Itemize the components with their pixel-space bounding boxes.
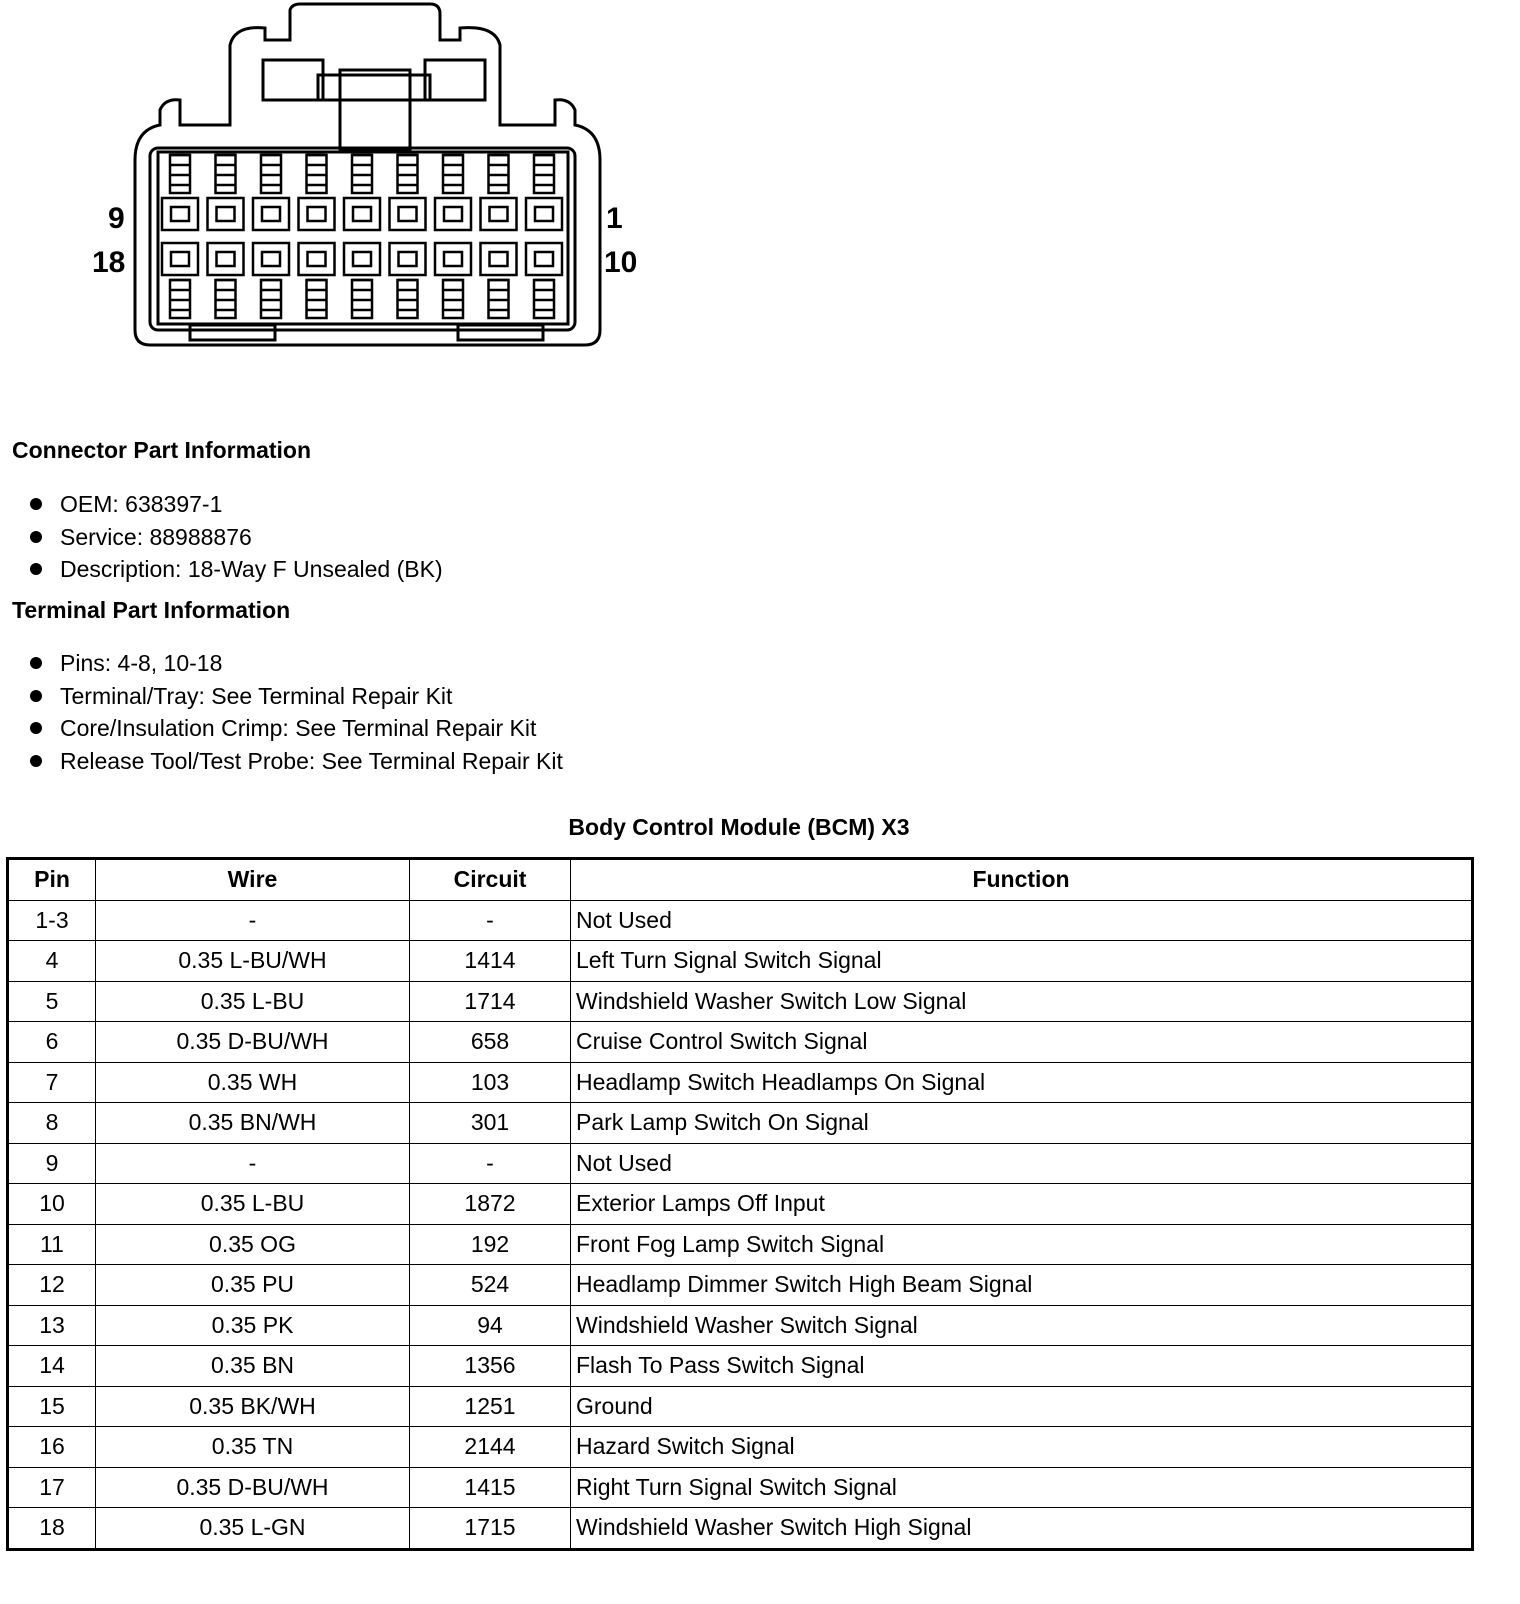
cell-wire: 0.35 D-BU/WH: [96, 1022, 410, 1063]
pin-cavity: [481, 243, 517, 275]
cell-wire: -: [96, 1143, 410, 1184]
cell-pin: 13: [8, 1305, 96, 1346]
list-item: Pins: 4-8, 10-18: [30, 647, 563, 680]
cell-circuit: 1356: [410, 1346, 571, 1387]
pinout-table: [6, 857, 1474, 1551]
cell-pin: 7: [8, 1062, 96, 1103]
pin-cavity-inner: [399, 207, 417, 221]
connector-info-heading: Connector Part Information: [12, 437, 312, 463]
table-row: [8, 1265, 1473, 1306]
cell-wire: 0.35 PK: [96, 1305, 410, 1346]
cell-wire: 0.35 L-BU/WH: [96, 941, 410, 982]
cell-function: Exterior Lamps Off Input: [571, 1184, 1473, 1225]
header-function: Function: [571, 859, 1473, 901]
table-row: [8, 1062, 1473, 1103]
cell-pin: 4: [8, 941, 96, 982]
table-row: [8, 1508, 1473, 1550]
list-item: Description: 18-Way F Unsealed (BK): [30, 553, 443, 586]
pin-cavity-inner: [262, 252, 280, 266]
table-row: [8, 1143, 1473, 1184]
cell-function: Not Used: [571, 900, 1473, 941]
cell-function: Cruise Control Switch Signal: [571, 1022, 1473, 1063]
cell-function: Left Turn Signal Switch Signal: [571, 941, 1473, 982]
pin-cavity: [162, 243, 198, 275]
pin-cavity: [208, 198, 244, 230]
cell-circuit: 524: [410, 1265, 571, 1306]
list-item: Release Tool/Test Probe: See Terminal Repair Kit: [30, 745, 563, 778]
pin-cavity: [526, 243, 562, 275]
pin-cavity: [162, 198, 198, 230]
cell-circuit: 192: [410, 1224, 571, 1265]
pin-cavity: [390, 198, 426, 230]
cell-pin: 11: [8, 1224, 96, 1265]
pin-cavity: [390, 243, 426, 275]
cell-wire: 0.35 OG: [96, 1224, 410, 1265]
pin-cavity-inner: [171, 207, 189, 221]
table-row: [8, 1427, 1473, 1468]
cell-function: Windshield Washer Switch Signal: [571, 1305, 1473, 1346]
pin-cavity-inner: [490, 252, 508, 266]
cell-circuit: 658: [410, 1022, 571, 1063]
pin-cavity-inner: [308, 252, 326, 266]
pin-cavity: [253, 198, 289, 230]
table-row: [8, 1224, 1473, 1265]
terminal-info-list: [30, 647, 563, 777]
pin-cavity-inner: [353, 207, 371, 221]
cell-circuit: 1251: [410, 1386, 571, 1427]
cell-wire: 0.35 L-BU: [96, 1184, 410, 1225]
pin-cavity: [344, 198, 380, 230]
table-row: [8, 1305, 1473, 1346]
cell-wire: 0.35 BN/WH: [96, 1103, 410, 1144]
list-item: Service: 88988876: [30, 521, 443, 554]
pin-cavity: [253, 243, 289, 275]
pin-label-1: 1: [606, 202, 623, 235]
connector-face-diagram: [0, 0, 660, 360]
cell-pin: 10: [8, 1184, 96, 1225]
pin-cavity-inner: [171, 252, 189, 266]
table-row: [8, 981, 1473, 1022]
pin-cavity-inner: [444, 207, 462, 221]
pin-cavities: [162, 155, 562, 318]
cell-circuit: -: [410, 900, 571, 941]
cell-wire: 0.35 BK/WH: [96, 1386, 410, 1427]
pin-cavity-inner: [444, 252, 462, 266]
cell-circuit: 301: [410, 1103, 571, 1144]
table-title: Body Control Module (BCM) X3: [568, 814, 910, 840]
cell-wire: 0.35 L-GN: [96, 1508, 410, 1550]
pin-cavity: [435, 243, 471, 275]
table-row: [8, 1346, 1473, 1387]
cell-circuit: 1872: [410, 1184, 571, 1225]
pin-cavity-inner: [217, 207, 235, 221]
cell-function: Park Lamp Switch On Signal: [571, 1103, 1473, 1144]
cell-function: Ground: [571, 1386, 1473, 1427]
cell-circuit: -: [410, 1143, 571, 1184]
pin-cavity-inner: [353, 252, 371, 266]
cell-circuit: 1415: [410, 1467, 571, 1508]
pin-cavity: [344, 243, 380, 275]
cell-circuit: 1414: [410, 941, 571, 982]
cell-function: Hazard Switch Signal: [571, 1427, 1473, 1468]
cell-pin: 8: [8, 1103, 96, 1144]
pin-cavity-inner: [217, 252, 235, 266]
header-circuit: Circuit: [410, 859, 571, 901]
pin-label-18: 18: [92, 246, 126, 279]
pin-cavity: [299, 198, 335, 230]
terminal-info-heading: Terminal Part Information: [12, 597, 291, 623]
cell-wire: 0.35 PU: [96, 1265, 410, 1306]
table-row: [8, 1467, 1473, 1508]
cell-circuit: 2144: [410, 1427, 571, 1468]
pin-cavity-inner: [535, 207, 553, 221]
cell-wire: 0.35 L-BU: [96, 981, 410, 1022]
cell-wire: 0.35 BN: [96, 1346, 410, 1387]
pin-cavity-inner: [262, 207, 280, 221]
connector-info-list: [30, 488, 443, 586]
cell-pin: 17: [8, 1467, 96, 1508]
cell-wire: 0.35 TN: [96, 1427, 410, 1468]
cell-circuit: 103: [410, 1062, 571, 1103]
pin-label-10: 10: [604, 246, 638, 279]
cell-pin: 6: [8, 1022, 96, 1063]
cell-function: Windshield Washer Switch High Signal: [571, 1508, 1473, 1550]
cell-function: Windshield Washer Switch Low Signal: [571, 981, 1473, 1022]
pin-label-9: 9: [108, 202, 125, 235]
cell-function: Flash To Pass Switch Signal: [571, 1346, 1473, 1387]
pin-cavity-inner: [308, 207, 326, 221]
cell-pin: 1-3: [8, 900, 96, 941]
table-row: [8, 941, 1473, 982]
cell-pin: 9: [8, 1143, 96, 1184]
pin-cavity-inner: [490, 207, 508, 221]
pin-cavity: [481, 198, 517, 230]
pin-cavity: [208, 243, 244, 275]
cell-function: Headlamp Switch Headlamps On Signal: [571, 1062, 1473, 1103]
list-item: Core/Insulation Crimp: See Terminal Repair Kit: [30, 712, 563, 745]
table-row: [8, 1386, 1473, 1427]
pin-cavity: [435, 198, 471, 230]
pin-cavity: [299, 243, 335, 275]
latch-body: [340, 70, 410, 150]
cell-circuit: 94: [410, 1305, 571, 1346]
cell-circuit: 1715: [410, 1508, 571, 1550]
table-row: [8, 900, 1473, 941]
table-row: [8, 1022, 1473, 1063]
cell-circuit: 1714: [410, 981, 571, 1022]
cell-pin: 18: [8, 1508, 96, 1550]
cell-function: Front Fog Lamp Switch Signal: [571, 1224, 1473, 1265]
table-row: [8, 1103, 1473, 1144]
cell-wire: 0.35 WH: [96, 1062, 410, 1103]
pin-cavity: [526, 198, 562, 230]
cell-pin: 12: [8, 1265, 96, 1306]
cell-pin: 15: [8, 1386, 96, 1427]
cavity-area: [158, 152, 568, 324]
cell-pin: 5: [8, 981, 96, 1022]
header-wire: Wire: [96, 859, 410, 901]
table-row: [8, 1184, 1473, 1225]
cell-pin: 14: [8, 1346, 96, 1387]
pin-cavity-inner: [399, 252, 417, 266]
latch-window: [318, 75, 430, 100]
cell-wire: -: [96, 900, 410, 941]
list-item: Terminal/Tray: See Terminal Repair Kit: [30, 680, 563, 713]
cell-function: Headlamp Dimmer Switch High Beam Signal: [571, 1265, 1473, 1306]
cell-function: Not Used: [571, 1143, 1473, 1184]
list-item: OEM: 638397-1: [30, 488, 443, 521]
cell-pin: 16: [8, 1427, 96, 1468]
pin-cavity-inner: [535, 252, 553, 266]
cell-wire: 0.35 D-BU/WH: [96, 1467, 410, 1508]
header-pin: Pin: [8, 859, 96, 901]
cell-function: Right Turn Signal Switch Signal: [571, 1467, 1473, 1508]
